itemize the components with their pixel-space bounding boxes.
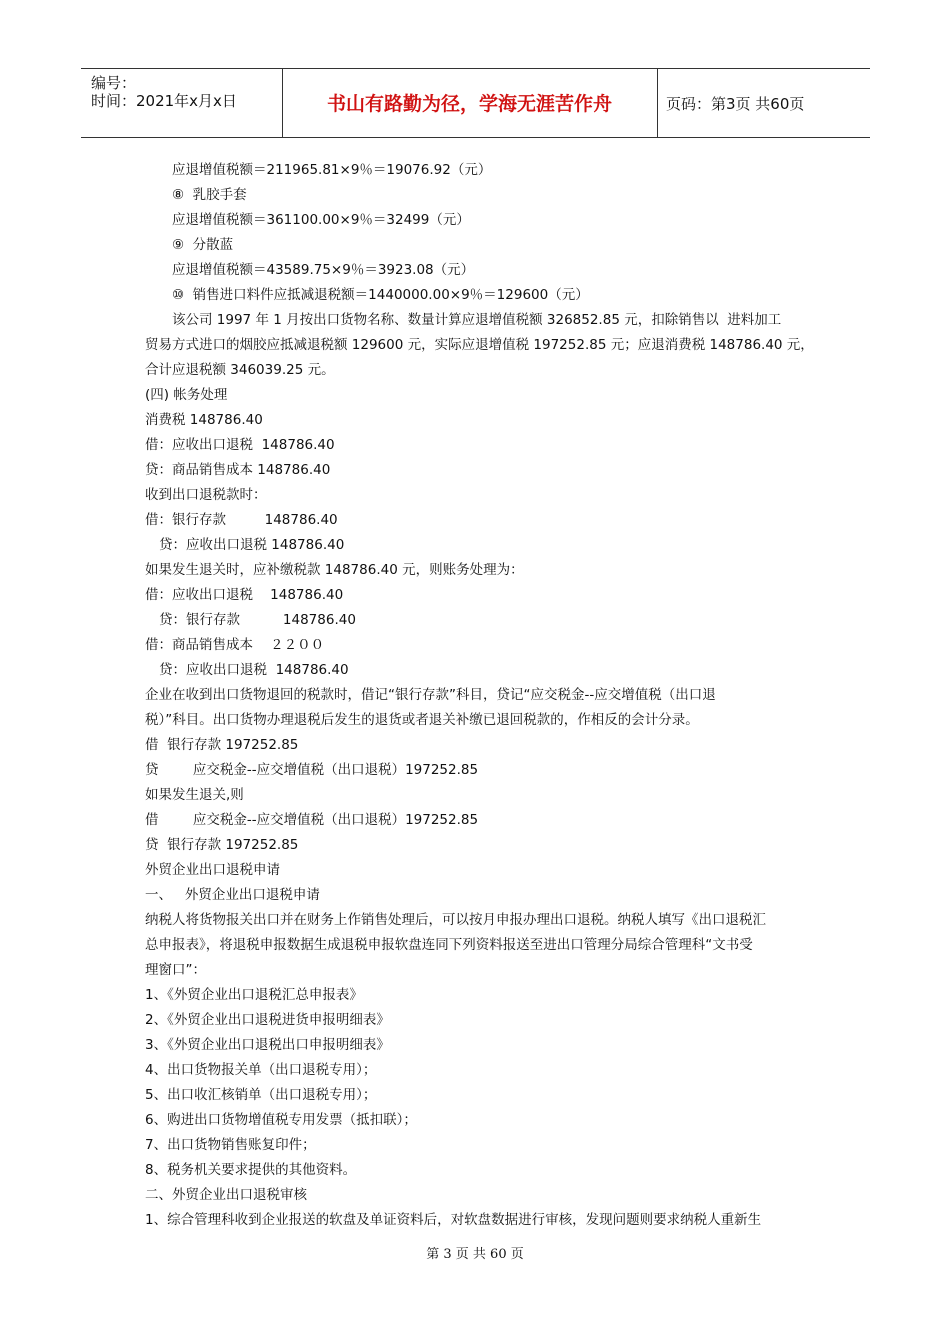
list-item: 2、《外贸企业出口退税进货申报明细表》 [145,1012,390,1028]
body-line: 应退增值税额＝211965.81×9％＝19076.92（元） [172,162,492,178]
list-item: 6、购进出口货物增值税专用发票（抵扣联）； [145,1112,417,1128]
document-date-label: 时间：2021年x月x日 [91,92,237,110]
body-line: 总申报表》，将退税申报数据生成退税申报软盘连同下列资料报送至进出口管理分局综合管理科“文书受 [145,937,753,953]
journal-entry-line: 贷 银行存款 197252.85 [145,837,299,853]
section-heading: 外贸企业出口退税申请 [145,862,280,878]
list-item: 7、出口货物销售账复印件； [145,1137,316,1153]
body-line: 合计应退税额 346039.25 元。 [145,362,335,378]
journal-entry-line: 贷：应收出口退税 148786.40 [159,537,345,553]
header-meta-cell [81,69,283,137]
journal-entry-line: 借：应收出口退税 148786.40 [145,437,335,453]
header-page-cell [658,69,870,137]
journal-entry-line: 借：商品销售成本 ２２００ [145,637,325,653]
journal-entry-line: 贷 应交税金--应交增值税（出口退税）197252.85 [145,762,479,778]
journal-entry-line: 贷：应收出口退税 148786.40 [159,662,349,678]
body-line: 应退增值税额＝361100.00×9％＝32499（元） [172,212,470,228]
body-line: 该公司 1997 年 1 月按出口货物名称、数量计算应退增值税额 326852.85 元，扣除销售以 进料加工 [172,312,782,328]
section-heading: (四) 帐务处理 [145,387,228,403]
body-line: ⑨ 分散蓝 [172,237,234,253]
document-number-label: 编号： [91,74,137,92]
page-header [81,68,870,138]
header-motto-cell [282,69,658,137]
body-line: 应退增值税额＝43589.75×9％＝3923.08（元） [172,262,475,278]
journal-entry-line: 借 应交税金--应交增值税（出口退税）197252.85 [145,812,479,828]
body-line: 企业在收到出口货物退回的税款时，借记“银行存款”科目，贷记“应交税金--应交增值税（出口退 [145,687,716,703]
header-page-info: 页码：第3页 共60页 [666,95,805,113]
journal-entry-line: 贷：银行存款 148786.40 [159,612,356,628]
list-item: 5、出口收汇核销单（出口退税专用）； [145,1087,377,1103]
section-heading: 一、 外贸企业出口退税申请 [145,887,320,903]
list-item: 4、出口货物报关单（出口退税专用）； [145,1062,377,1078]
body-line: ⑩ 销售进口料件应抵减退税额＝1440000.00×9％＝129600（元） [172,287,589,303]
list-item: 1、《外贸企业出口退税汇总申报表》 [145,987,363,1003]
body-line: 如果发生退关时，应补缴税款 148786.40 元，则账务处理为： [145,562,524,578]
header-motto: 书山有路勤为径，学海无涯苦作舟 [326,93,612,115]
body-line: 如果发生退关,则 [145,787,244,803]
body-line: 理窗口”： [145,962,206,978]
body-line: 纳税人将货物报关出口并在财务上作销售处理后，可以按月申报办理出口退税。纳税人填写《出口退税汇 [145,912,766,928]
body-line: 税）”科目。出口货物办理退税后发生的退货或者退关补缴已退回税款的，作相反的会计分录。 [145,712,699,728]
list-item: 8、税务机关要求提供的其他资料。 [145,1162,357,1178]
journal-entry-line: 借：应收出口退税 148786.40 [145,587,344,603]
journal-entry-line: 借：银行存款 148786.40 [145,512,338,528]
journal-entry-line: 借 银行存款 197252.85 [145,737,299,753]
body-line: 消费税 148786.40 [145,412,263,428]
body-line: 1、综合管理科收到企业报送的软盘及单证资料后，对软盘数据进行审核，发现问题则要求纳税人重新生 [145,1212,762,1228]
page-footer: 第 3 页 共 60 页 [426,1247,524,1262]
body-line: 贸易方式进口的烟胶应抵减退税额 129600 元，实际应退增值税 197252.85 元；应退消费税 148786.40 元， [145,337,814,353]
section-heading: 二、外贸企业出口退税审核 [145,1187,307,1203]
journal-entry-line: 贷：商品销售成本 148786.40 [145,462,331,478]
body-line: ⑧ 乳胶手套 [172,187,247,203]
list-item: 3、《外贸企业出口退税出口申报明细表》 [145,1037,390,1053]
body-line: 收到出口退税款时： [145,487,267,503]
